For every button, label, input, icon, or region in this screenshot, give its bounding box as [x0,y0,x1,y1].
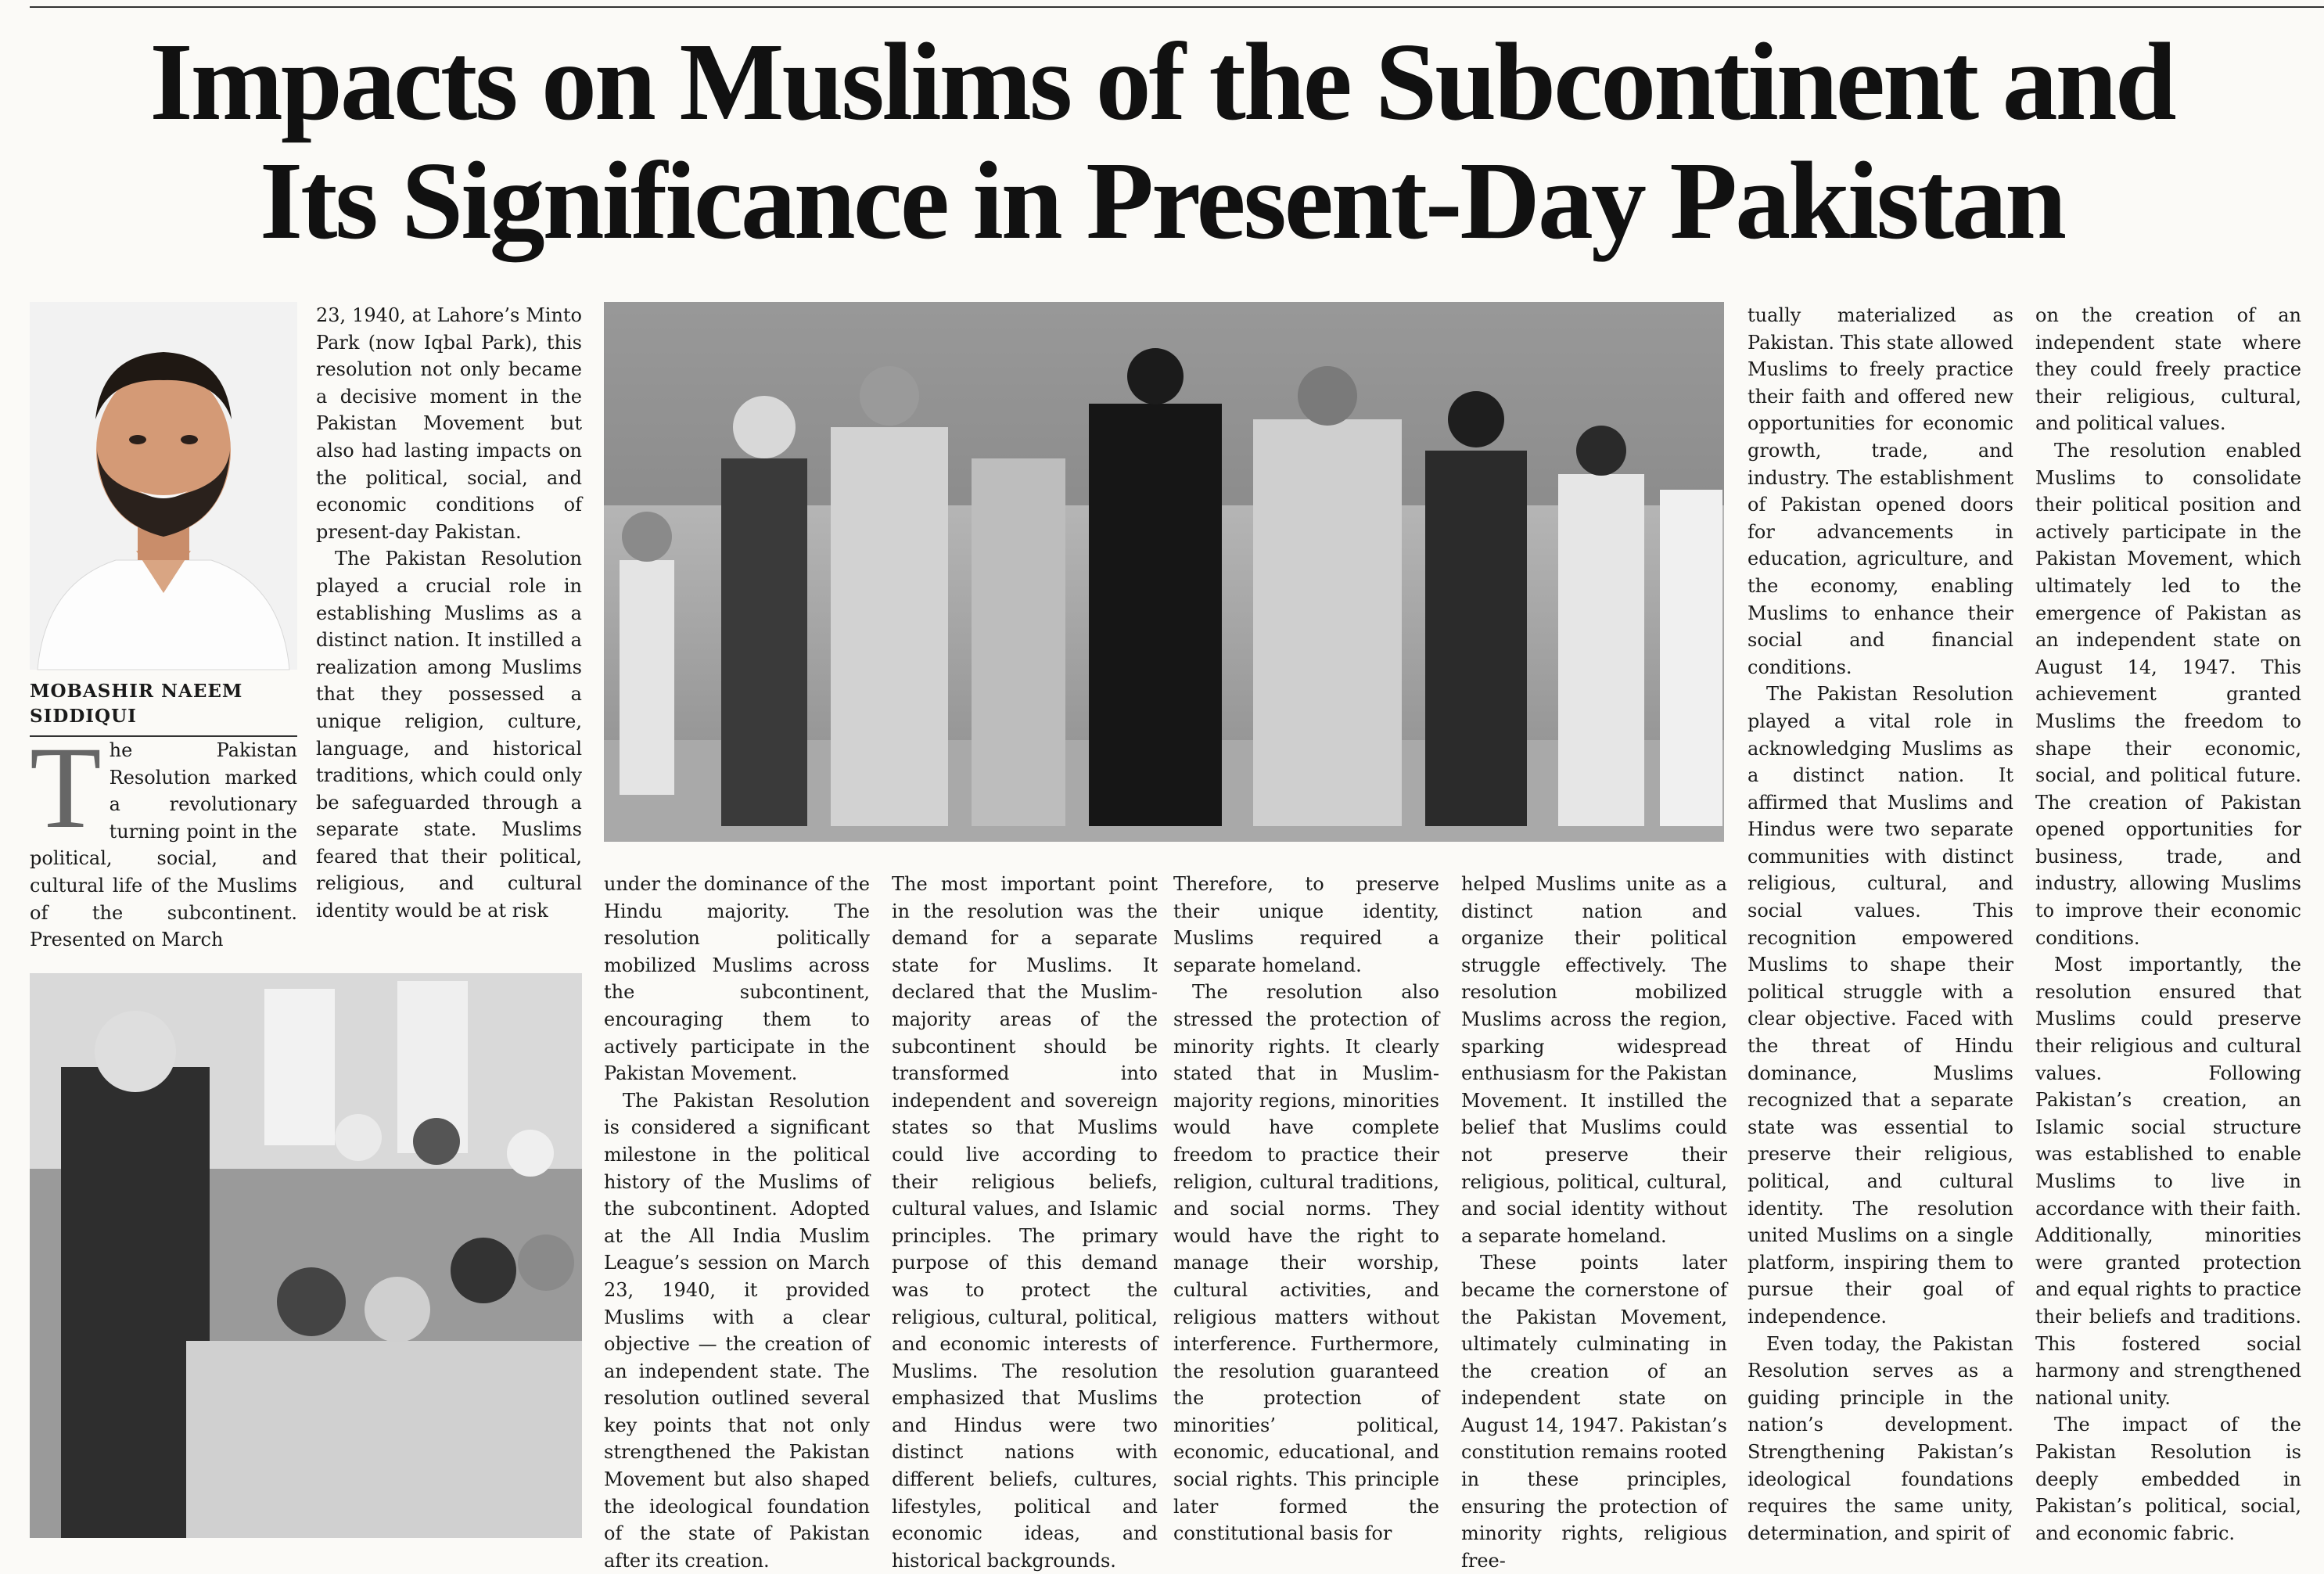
author-name-line-2: SIDDIQUI [30,706,137,727]
column-3-text [604,871,870,1572]
top-rule [30,6,2324,8]
paragraph: Therefore, to preserve their unique identity, Muslims required a separate homeland. [1173,873,1439,976]
column-5-text [1173,871,1439,1548]
column-1-text [30,723,297,956]
paragraph: Even today, the Pakistan Resolution serves as a guiding principle in the nation’s development. Strengthening Pakistan’s ideological foundations requires the same unity, determination, and spirit of [1747,1332,2013,1544]
drop-cap: T [30,723,102,853]
paragraph: The most important point in the resolution was the demand for a separate state for Muslims. It declared that the Muslim-majority areas of the subcontinent should be transformed into independent and sovereign states so that Muslims could live according to their religious beliefs, cultural values, and Islamic principles. The primary purpose of this demand was to protect the religious, cultural, political, and economic interests of Muslims. The resolution emphasized that Muslims and Hindus were two distinct nations with different beliefs, cultures, lifestyles, political and economic ideas, and historical backgrounds. [892,873,1158,1572]
paragraph: The Pakistan Resolution is considered a significant milestone in the political history of the Muslims of the subcontinent. Adopted at the All India Muslim League’s session on March 23, 1940, it provided Muslims with a clear objective — the creation of an independent state. The resolution outlined several key points that not only strengthened the Pakistan Movement but also shaped the ideological foundation of the state of Pakistan after its creation. [604,1089,870,1572]
paragraph: The impact of the Pakistan Resolution is deeply embedded in Pakistan’s political, social, and economic fabric. [2035,1414,2301,1544]
paragraph: Most importantly, the resolution ensured that Muslims could preserve their religious and cultural values. Following Pakistan’s creation, an Islamic social structure was established to enable Muslims to live in accordance with their faith. Additionally, minorities were granted protection and equal rights to practice their beliefs and traditions. This fostered social harmony and strengthened national unity. [2035,954,2301,1409]
paragraph: under the dominance of the Hindu majority. The resolution politically mobilized Muslims across the subcontinent, encouraging them to actively participate in the Pakistan Movement. [604,873,870,1085]
paragraph: helped Muslims unite as a distinct nation and organize their political struggle effectively. The resolution mobilized Muslims across the region, sparking widespread enthusiasm for the Pakistan Movement. It instilled the belief that Muslims could not preserve their religious, political, cultural, and social identity without a separate homeland. [1461,873,1727,1247]
column-2-text [316,302,582,956]
paragraph: The resolution enabled Muslims to consolidate their political position and actively participate in the Pakistan Movement, which ultimately led to the emergence of Pakistan as an independent state on August 14, 1947. This achievement granted Muslims the freedom to shape their economic, social, and political future. The creation of Pakistan opened opportunities for business, trade, and industry, allowing Muslims to improve their economic conditions. [2035,439,2301,949]
paragraph: The Pakistan Resolution played a crucial role in establishing Muslims as a distinct nation. It instilled a realization among Muslims that they possessed a unique religion, culture, language, and historical traditions, which could only be safeguarded through a separate state. Muslims feared that their political, religious, and cultural identity would be at risk [316,548,582,922]
headline-line-1: Impacts on Muslims of the Subcontinent and [149,20,2175,143]
secondary-historical-photo [30,973,582,1538]
column-7-text [1747,302,2013,1548]
author-name-line-1: MOBASHIR NAEEM [30,681,243,702]
main-historical-photo [604,302,1724,842]
paragraph: These points later became the cornerstone of the Pakistan Movement, ultimately culminating in the creation of an independent state on August 14, 1947. Pakistan’s constitution remains rooted in these principles, ensuring the protection of minority rights, religious free- [1461,1252,1727,1572]
headline-line-2: Its Significance in Present-Day Pakistan [259,138,2065,262]
column-4-text [892,871,1158,1572]
author-portrait [30,302,297,670]
paragraph: The Pakistan Resolution played a vital role in acknowledging Muslims as a distinct nation. It affirmed that Muslims and Hindus were two separate communities with distinct religious, cultural, and social values. This recognition empowered Muslims to shape their political struggle with a clear objective. Faced with the threat of Hindu dominance, Muslims recognized that a separate state was essential to preserve their religious, political, and cultural identity. The resolution united Muslims on a single platform, inspiring them to pursue their goal of independence. [1747,683,2013,1328]
paragraph: 23, 1940, at Lahore’s Minto Park (now Iqbal Park), this resolution not only became a decisive moment in the Pakistan Movement but also had lasting impacts on the political, social, and economic conditions of present-day Pakistan. [316,304,582,543]
headline [0,22,2324,260]
paragraph: The resolution also stressed the protection of minority rights. It clearly stated that in Muslim-majority regions, minorities would have complete freedom to practice their religion, cultural traditions, and social norms. They would have the right to manage their worship, cultural activities, and religious matters without interference. Furthermore, the resolution guaranteed the protection of minorities’ political, economic, educational, and social rights. This principle later formed the constitutional basis for [1173,981,1439,1545]
paragraph: he Pakistan Resolution marked a revolutionary turning point in the political, social, and cultural life of the Muslims of the subcontinent. Presented on March [30,739,297,951]
paragraph: tually materialized as Pakistan. This state allowed Muslims to freely practice their faith and offered new opportunities for economic growth, trade, and industry. The establishment of Pakistan opened doors for advancements in education, agriculture, and the economy, enabling Muslims to enhance their social and financial conditions. [1747,304,2013,678]
paragraph: on the creation of an independent state where they could freely practice their religious, cultural, and political values. [2035,304,2301,435]
column-8-text [2035,302,2301,1548]
column-6-text [1461,871,1727,1572]
